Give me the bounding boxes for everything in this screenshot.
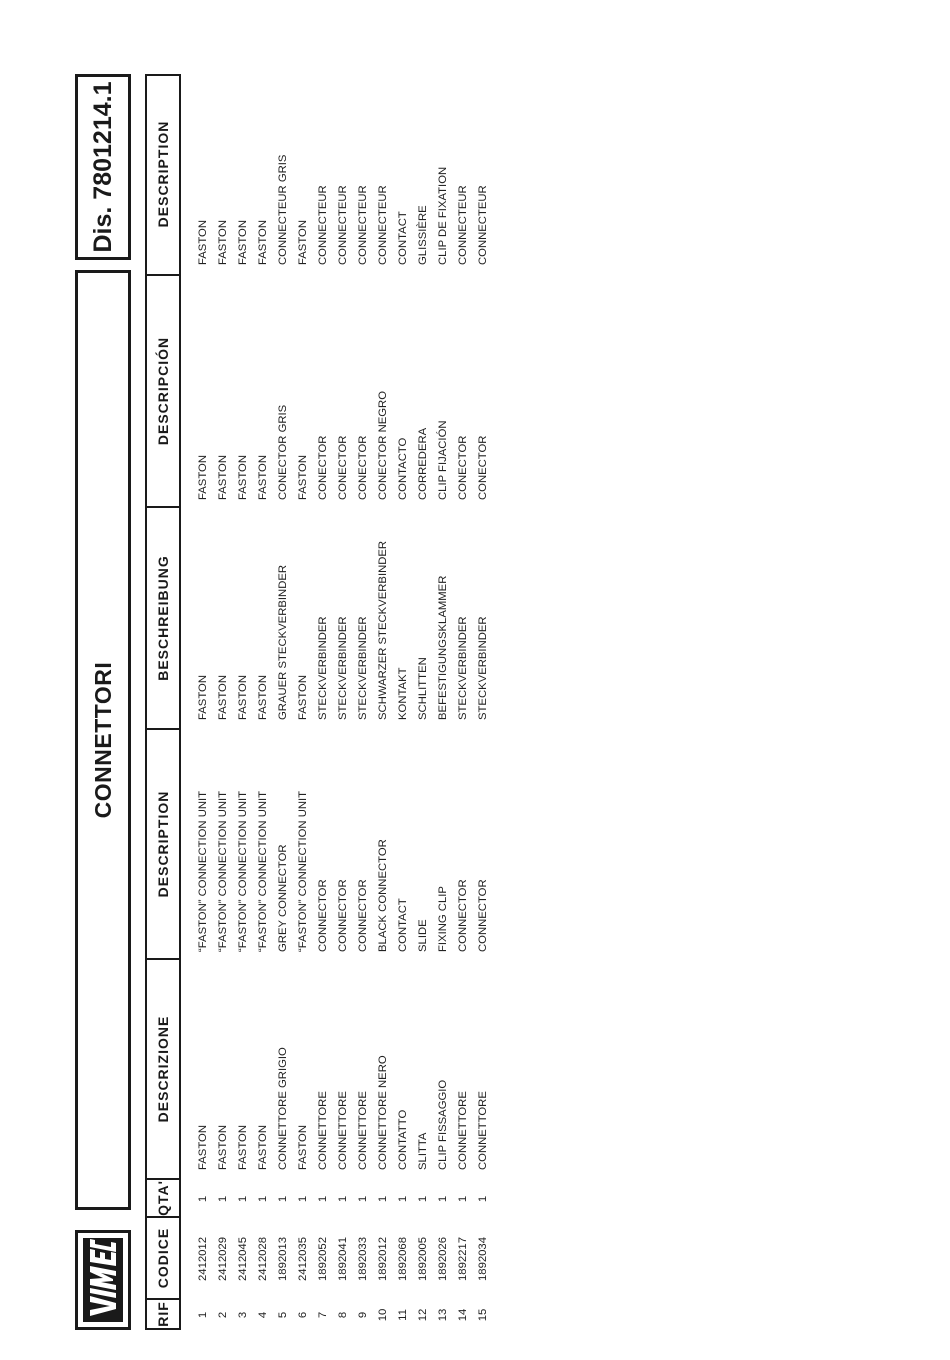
- cell-esp: CORREDERA: [417, 427, 429, 500]
- table-row: [353, 74, 373, 1330]
- cell-fra: CONNECTEUR: [357, 185, 369, 265]
- cell-rif: 14: [457, 1308, 469, 1322]
- cell-qta: 1: [457, 1195, 469, 1203]
- cell-deu: STECKVERBINDER: [337, 616, 349, 720]
- cell-fra: FASTON: [237, 220, 249, 265]
- cell-codice: 1892052: [317, 1237, 329, 1281]
- table-row: [213, 74, 233, 1330]
- cell-rif: 1: [197, 1311, 209, 1319]
- table-row: [433, 74, 453, 1330]
- cell-fra: CONNECTEUR: [337, 185, 349, 265]
- cell-deu: FASTON: [217, 675, 229, 720]
- cell-codice: 2412035: [297, 1237, 309, 1281]
- cell-qta: 1: [197, 1195, 209, 1203]
- cell-esp: CONECTOR: [317, 435, 329, 500]
- cell-esp: CONECTOR: [457, 435, 469, 500]
- cell-eng: “FASTON” CONNECTION UNIT: [257, 790, 269, 952]
- cell-fra: CONNECTEUR GRIS: [277, 154, 289, 265]
- cell-esp: FASTON: [297, 455, 309, 500]
- cell-deu: SCHWARZER STECKVERBINDER: [377, 540, 389, 720]
- table-row: [393, 74, 413, 1330]
- table-row: [233, 74, 253, 1330]
- cell-deu: STECKVERBINDER: [317, 616, 329, 720]
- cell-eng: “FASTON” CONNECTION UNIT: [217, 790, 229, 952]
- parts-sheet: [75, 75, 885, 1330]
- cell-eng: “FASTON” CONNECTION UNIT: [297, 790, 309, 952]
- parts-table: [145, 74, 493, 1330]
- cell-qta: 1: [417, 1195, 429, 1203]
- cell-fra: CONNECTEUR: [477, 185, 489, 265]
- table-row: [413, 74, 433, 1330]
- drawing-number: Dis. 7801214.1: [88, 81, 117, 253]
- cell-eng: CONNECTOR: [477, 879, 489, 952]
- cell-qta: 1: [317, 1195, 329, 1203]
- cell-qta: 1: [357, 1195, 369, 1203]
- cell-qta: 1: [377, 1195, 389, 1203]
- cell-eng: SLIDE: [417, 919, 429, 952]
- cell-codice: 2412028: [257, 1237, 269, 1281]
- cell-qta: 1: [477, 1195, 489, 1203]
- cell-fra: CLIP DE FIXATION: [437, 166, 449, 265]
- cell-ita: FASTON: [217, 1125, 229, 1170]
- col-rif: RIF: [147, 1298, 179, 1328]
- cell-rif: 6: [297, 1311, 309, 1319]
- cell-codice: 1892012: [377, 1237, 389, 1281]
- cell-esp: CONECTOR: [477, 435, 489, 500]
- table-row: [253, 74, 273, 1330]
- cell-deu: FASTON: [257, 675, 269, 720]
- cell-qta: 1: [437, 1195, 449, 1203]
- cell-rif: 15: [477, 1308, 489, 1322]
- cell-qta: 1: [337, 1195, 349, 1203]
- cell-codice: 1892217: [457, 1237, 469, 1281]
- cell-rif: 13: [437, 1308, 449, 1322]
- cell-fra: CONNECTEUR: [317, 185, 329, 265]
- cell-rif: 11: [397, 1309, 409, 1321]
- col-description-fr: DESCRIPTION: [155, 120, 171, 228]
- cell-codice: 2412029: [217, 1237, 229, 1281]
- cell-codice: 2412012: [197, 1237, 209, 1281]
- cell-rif: 8: [337, 1311, 349, 1319]
- cell-fra: GLISSIÈRE: [417, 205, 429, 265]
- cell-rif: 4: [257, 1311, 269, 1319]
- cell-deu: STECKVERBINDER: [477, 616, 489, 720]
- cell-esp: CONTACTO: [397, 437, 409, 500]
- cell-deu: FASTON: [197, 675, 209, 720]
- cell-eng: CONTACT: [397, 898, 409, 952]
- cell-ita: FASTON: [257, 1125, 269, 1170]
- cell-deu: FASTON: [297, 675, 309, 720]
- cell-codice: 1892026: [437, 1237, 449, 1281]
- vimec-logo-icon: [83, 1238, 123, 1322]
- table-row: [273, 74, 293, 1330]
- cell-rif: 9: [357, 1311, 369, 1319]
- cell-ita: CONNETTORE: [337, 1091, 349, 1170]
- cell-rif: 3: [237, 1311, 249, 1319]
- cell-ita: CONNETTORE GRIGIO: [277, 1047, 289, 1170]
- table-header: [145, 74, 181, 1330]
- cell-ita: CLIP FISSAGGIO: [437, 1079, 449, 1170]
- table-row: [193, 74, 213, 1330]
- cell-eng: “FASTON” CONNECTION UNIT: [237, 790, 249, 952]
- cell-ita: FASTON: [197, 1125, 209, 1170]
- cell-eng: CONNECTOR: [457, 879, 469, 952]
- cell-rif: 10: [377, 1308, 389, 1322]
- cell-qta: 1: [277, 1195, 289, 1203]
- drawing-number-box: [75, 74, 131, 260]
- cell-fra: FASTON: [197, 220, 209, 265]
- cell-codice: 2412045: [237, 1237, 249, 1281]
- cell-esp: FASTON: [197, 455, 209, 500]
- cell-eng: CONNECTOR: [317, 879, 329, 952]
- cell-codice: 1892068: [397, 1237, 409, 1281]
- vimec-logo: [75, 1230, 131, 1330]
- cell-eng: CONNECTOR: [337, 879, 349, 952]
- cell-rif: 2: [217, 1311, 229, 1319]
- cell-qta: 1: [217, 1195, 229, 1203]
- cell-rif: 12: [417, 1308, 429, 1322]
- cell-qta: 1: [237, 1195, 249, 1203]
- cell-eng: CONNECTOR: [357, 879, 369, 952]
- table-row: [333, 74, 353, 1330]
- table-row: [453, 74, 473, 1330]
- table-row: [473, 74, 493, 1330]
- cell-ita: CONTATTO: [397, 1109, 409, 1170]
- cell-qta: 1: [397, 1195, 409, 1203]
- cell-rif: 5: [277, 1311, 289, 1319]
- cell-deu: STECKVERBINDER: [357, 616, 369, 720]
- cell-esp: CONECTOR GRIS: [277, 404, 289, 500]
- cell-codice: 1892041: [337, 1237, 349, 1281]
- page-title: CONNETTORI: [89, 661, 116, 819]
- cell-rif: 7: [317, 1311, 329, 1319]
- cell-ita: FASTON: [297, 1125, 309, 1170]
- cell-ita: FASTON: [237, 1125, 249, 1170]
- cell-fra: FASTON: [217, 220, 229, 265]
- col-qta: QTA': [147, 1178, 179, 1216]
- table-row: [313, 74, 333, 1330]
- cell-eng: BLACK CONNECTOR: [377, 839, 389, 952]
- cell-codice: 1892013: [277, 1237, 289, 1281]
- cell-codice: 1892005: [417, 1237, 429, 1281]
- table-row: [373, 74, 393, 1330]
- cell-ita: CONNETTORE NERO: [377, 1055, 389, 1170]
- cell-deu: STECKVERBINDER: [457, 616, 469, 720]
- title-box: [75, 270, 131, 1210]
- cell-fra: FASTON: [297, 220, 309, 265]
- cell-esp: CONECTOR: [357, 435, 369, 500]
- cell-fra: FASTON: [257, 220, 269, 265]
- cell-esp: CONECTOR: [337, 435, 349, 500]
- cell-esp: CONECTOR NEGRO: [377, 390, 389, 500]
- col-description-en: DESCRIPTION: [147, 728, 179, 958]
- cell-deu: SCHLITTEN: [417, 657, 429, 720]
- cell-qta: 1: [257, 1195, 269, 1203]
- col-codice: CODICE: [147, 1216, 179, 1298]
- table-body: [181, 74, 493, 1330]
- cell-eng: GREY CONNECTOR: [277, 844, 289, 952]
- cell-deu: GRAUER STECKVERBINDER: [277, 564, 289, 720]
- col-descrizione: DESCRIZIONE: [147, 958, 179, 1178]
- cell-eng: FIXING CLIP: [437, 886, 449, 952]
- cell-qta: 1: [297, 1195, 309, 1203]
- cell-fra: CONNECTEUR: [457, 185, 469, 265]
- cell-eng: “FASTON” CONNECTION UNIT: [197, 790, 209, 952]
- cell-esp: FASTON: [237, 455, 249, 500]
- cell-ita: SLITTA: [417, 1132, 429, 1170]
- cell-deu: BEFESTIGUNGSKLAMMER: [437, 575, 449, 720]
- cell-fra: CONTACT: [397, 211, 409, 265]
- cell-ita: CONNETTORE: [457, 1091, 469, 1170]
- cell-esp: FASTON: [257, 455, 269, 500]
- cell-codice: 1892033: [357, 1237, 369, 1281]
- table-row: [293, 74, 313, 1330]
- cell-fra: CONNECTEUR: [377, 185, 389, 265]
- cell-ita: CONNETTORE: [357, 1091, 369, 1170]
- cell-ita: CONNETTORE: [477, 1091, 489, 1170]
- cell-deu: FASTON: [237, 675, 249, 720]
- cell-ita: CONNETTORE: [317, 1091, 329, 1170]
- cell-esp: FASTON: [217, 455, 229, 500]
- cell-esp: CLIP FIJACIÓN: [437, 420, 449, 500]
- col-descripcion: DESCRIPCIÓN: [147, 274, 179, 506]
- cell-deu: KONTAKT: [397, 667, 409, 720]
- cell-codice: 1892034: [477, 1237, 489, 1281]
- col-beschreibung: BESCHREIBUNG: [147, 506, 179, 728]
